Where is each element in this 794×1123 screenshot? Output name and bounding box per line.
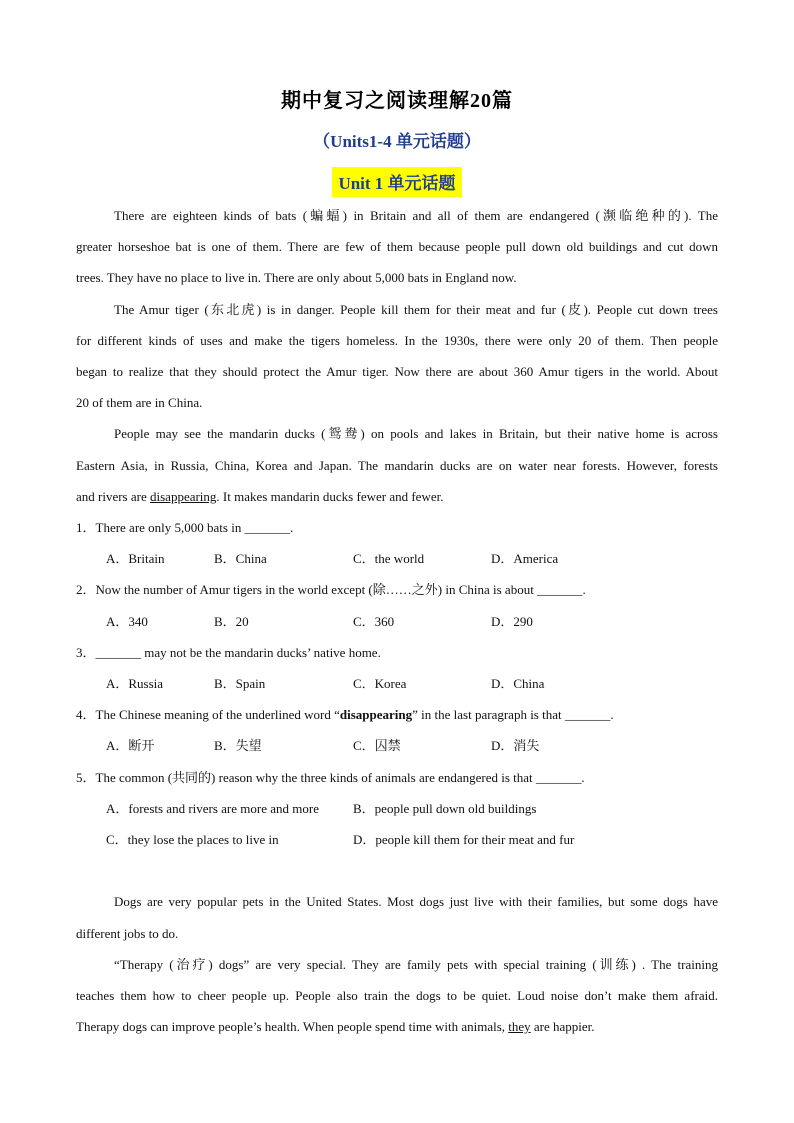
passage1-p2-line1: The Amur tiger (东北虎) is in danger. People kill them for their meat and fur (皮). People cut down trees — [114, 302, 718, 317]
question-3-option-b[interactable]: B．Spain — [214, 676, 266, 691]
question-4-stem — [76, 706, 718, 724]
question-1-option-c[interactable]: C．the world — [353, 551, 425, 566]
question-5-stem: 5．The common (共同的) reason why the three kinds of animals are endangered is that _______. — [76, 770, 585, 785]
question-4-keyword: disappearing — [339, 707, 413, 722]
underlined-word-disappearing: disappearing — [150, 489, 217, 504]
passage1-p1-line2: greater horseshoe bat is one of them. There are few of them because people pull down old buildings and cut down — [76, 239, 718, 254]
question-5-option-d[interactable]: D．people kill them for their meat and fur — [353, 832, 575, 847]
passage2-p2-line3-end: are happier. — [530, 1019, 595, 1034]
question-5-option-b[interactable]: B．people pull down old buildings — [353, 801, 537, 816]
question-4-option-d[interactable]: D．消失 — [491, 738, 540, 753]
passage1-p3-line3-end: . It makes mandarin ducks fewer and fewer. — [216, 489, 444, 504]
question-4-stem-end: ” in the last paragraph is that _______. — [412, 707, 614, 722]
passage1-p1-line3: trees. They have no place to live in. There are only about 5,000 bats in England now. — [76, 270, 517, 285]
question-1-option-a[interactable]: A．Britain — [106, 551, 165, 566]
passage2-p2-line2: teaches them how to cheer people up. People also train the dogs to be quiet. Loud noise don’t make them afraid. — [76, 988, 718, 1003]
question-5-option-a[interactable]: A．forests and rivers are more and more — [106, 801, 319, 816]
passage1-p2-line3: began to realize that they should protect the Amur tiger. Now there are about 360 Amur tigers in the world. About — [76, 364, 718, 379]
passage2-p2-line3 — [76, 1018, 718, 1036]
question-1-option-d[interactable]: D．America — [491, 551, 559, 566]
question-1-stem: 1．There are only 5,000 bats in _______. — [76, 520, 294, 535]
question-5-option-c[interactable]: C．they lose the places to live in — [106, 832, 279, 847]
question-2-option-b[interactable]: B．20 — [214, 614, 249, 629]
passage1-p3-line1: People may see the mandarin ducks (鸳鸯) on pools and lakes in Britain, but their native home is across — [114, 426, 718, 441]
question-2-option-a[interactable]: A．340 — [106, 614, 148, 629]
unit-heading-wrap — [0, 167, 794, 197]
passage1-p2-line4: 20 of them are in China. — [76, 395, 203, 410]
question-2-stem: 2．Now the number of Amur tigers in the world except (除……之外) in China is about _______. — [76, 582, 586, 597]
document-subtitle: （Units1-4 单元话题） — [313, 132, 481, 151]
passage2-p1-line1: Dogs are very popular pets in the United States. Most dogs just live with their families, but some dogs have — [114, 894, 718, 909]
passage1-p3-line2: Eastern Asia, in Russia, China, Korea and Japan. The mandarin ducks are on water near forests. However, forests — [76, 458, 718, 473]
passage2-p2-line3-start: Therapy dogs can improve people’s health. When people spend time with animals, — [76, 1019, 509, 1034]
question-1-option-b[interactable]: B．China — [214, 551, 267, 566]
passage1-p3-line3 — [76, 488, 718, 506]
passage1-p1-line1: There are eighteen kinds of bats (蝙蝠) in Britain and all of them are endangered (濒临绝种的). The — [114, 208, 718, 223]
question-4-option-a[interactable]: A．断开 — [106, 738, 155, 753]
question-3-option-c[interactable]: C．Korea — [353, 676, 407, 691]
question-3-option-a[interactable]: A．Russia — [106, 676, 164, 691]
question-3-option-d[interactable]: D．China — [491, 676, 545, 691]
question-4-option-b[interactable]: B．失望 — [214, 738, 262, 753]
document-title: 期中复习之阅读理解20篇 — [281, 90, 513, 112]
passage1-p2-line2: for different kinds of uses and make the tigers homeless. In the 1930s, there were only 20 of them. Then people — [76, 333, 718, 348]
question-2-option-d[interactable]: D．290 — [491, 614, 533, 629]
underlined-word-they: they — [508, 1019, 531, 1034]
question-2-option-c[interactable]: C．360 — [353, 614, 395, 629]
question-4-option-c[interactable]: C．囚禁 — [353, 738, 401, 753]
question-4-stem-start: 4．The Chinese meaning of the underlined word “ — [76, 707, 340, 722]
passage1-p3-line3-start: and rivers are — [76, 489, 150, 504]
passage2-p2-line1: “Therapy (治疗) dogs” are very special. They are family pets with special training (训练) . The training — [114, 957, 718, 972]
unit-heading: Unit 1 单元话题 — [332, 167, 461, 197]
passage2-p1-line2: different jobs to do. — [76, 926, 179, 941]
question-3-stem: 3．_______ may not be the mandarin ducks’ native home. — [76, 645, 381, 660]
